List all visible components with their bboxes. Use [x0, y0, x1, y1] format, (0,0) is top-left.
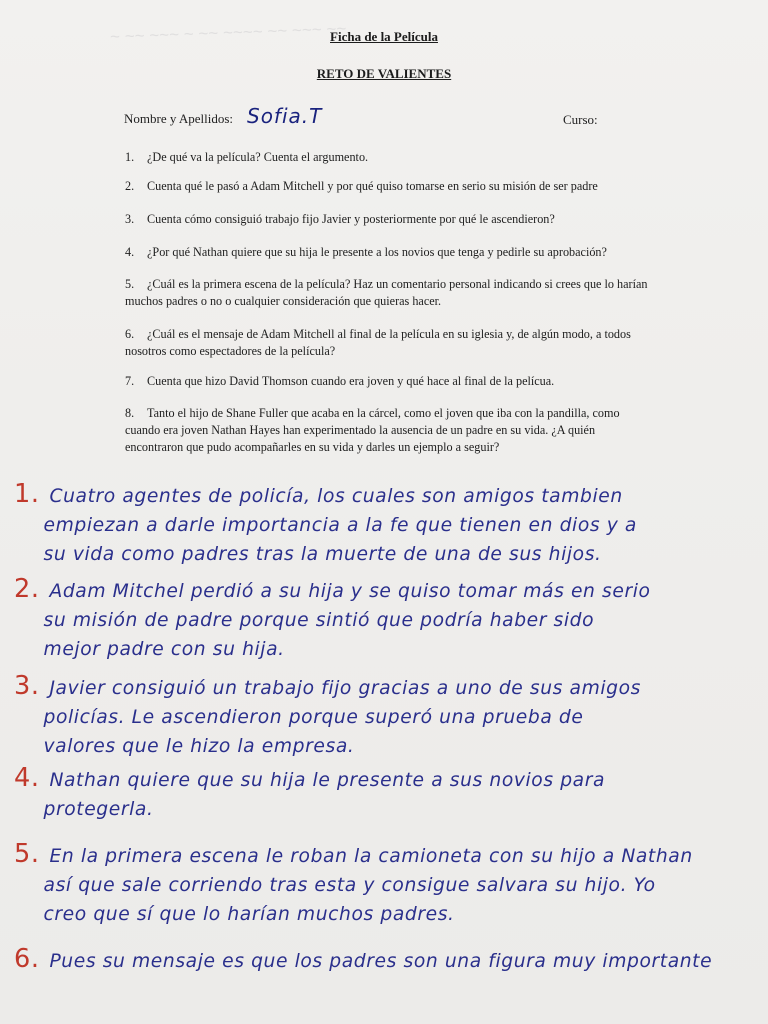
question-4: 4. ¿Por qué Nathan quiere que su hija le presente a los novios que tenga y pedirle su aprobación? [125, 245, 607, 259]
question-8: 8. Tanto el hijo de Shane Fuller que acaba en la cárcel, como el joven que iba con la pandilla, como cuando era joven Nathan Hayes han experimentado la ausencia de un padre en su vida. ¿A quién encontraron que pudo acompañarles en su vida y darles un ejemplo a seguir? [125, 406, 620, 454]
answer-2: 2. Adam Mitchel perdió a su hija y se quiso tomar más en serio su misión de padre porque sintió que podría haber sido mejor padre con su hija. [14, 574, 651, 660]
answer-number: 2. [14, 574, 40, 604]
worksheet-title: Ficha de la Película [330, 29, 438, 44]
answer-5: 5. En la primera escena le roban la camioneta con su hijo a Nathan así que sale corriendo tras esta y consigue salvara su hijo. Yo creo que sí que lo harían muchos padres. [14, 839, 693, 925]
answer-number: 5. [14, 839, 40, 869]
name-label: Nombre y Apellidos: [124, 111, 234, 126]
bleed-through-text: ~ ~~ ~~~ ~ ~~ ~~~~ ~~ ~~~ ~~ [109, 19, 347, 47]
question-6: 6. ¿Cuál es el mensaje de Adam Mitchell al final de la película en su iglesia y, de algún modo, a todos nosotros como espectadores de la película? [125, 327, 631, 358]
name-value: Sofia.T [247, 104, 323, 128]
answer-4: 4. Nathan quiere que su hija le presente a sus novios para protegerla. [14, 763, 606, 820]
answer-number: 3. [14, 671, 40, 701]
question-2: 2. Cuenta qué le pasó a Adam Mitchell y por qué quiso tomarse en serio su misión de ser padre [125, 179, 598, 193]
question-3: 3. Cuenta cómo consiguió trabajo fijo Javier y posteriormente por qué le ascendieron? [125, 212, 555, 226]
answer-6: 6. Pues su mensaje es que los padres son una figura muy importante [14, 944, 713, 974]
question-1: 1. ¿De qué va la película? Cuenta el argumento. [125, 150, 369, 164]
question-7: 7. Cuenta que hizo David Thomson cuando era joven y qué hace al final de la pelícua. [125, 374, 555, 388]
course-label: Curso: [563, 112, 598, 127]
film-title: RETO DE VALIENTES [316, 66, 452, 81]
question-5: 5. ¿Cuál es la primera escena de la película? Haz un comentario personal indicando si crees que lo harían muchos padres o no o cualquier consideración que quieras hacer. [125, 277, 648, 308]
answer-3: 3. Javier consiguió un trabajo fijo gracias a uno de sus amigos policías. Le ascendieron porque superó una prueba de valores que le hizo la empresa. [14, 671, 641, 757]
answer-number: 1. [14, 479, 40, 509]
answer-number: 6. [14, 944, 40, 974]
answer-number: 4. [14, 763, 40, 793]
answer-1: 1. Cuatro agentes de policía, los cuales son amigos tambien empiezan a darle importancia a la fe que tienen en dios y a su vida como padres tras la muerte de una de sus hijos. [14, 479, 637, 565]
